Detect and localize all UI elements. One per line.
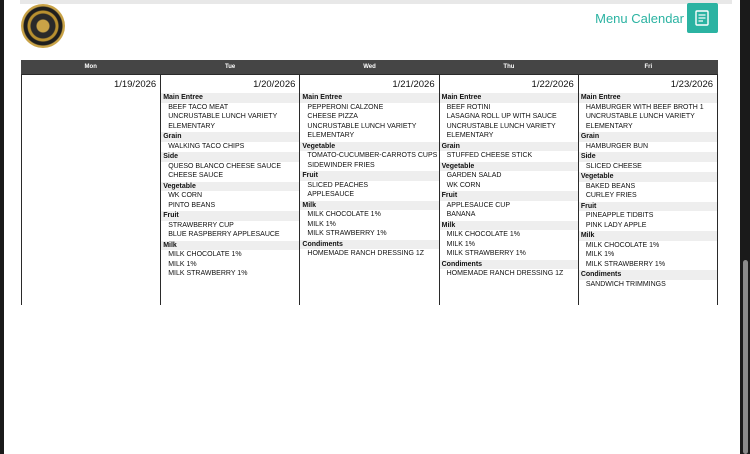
menu-item[interactable]: APPLESAUCE CUP [446, 201, 511, 209]
day-date: 1/20/2026 [253, 79, 296, 90]
menu-item[interactable]: MILK 1% [585, 251, 615, 258]
menu-item[interactable]: BEEF TACO MEAT [168, 103, 229, 111]
menu-category: Side [579, 152, 717, 162]
menu-item[interactable]: QUESO BLANCO CHEESE SAUCE CHEESE SAUCE [168, 162, 282, 179]
day-column [160, 75, 299, 305]
menu-item[interactable]: LASAGNA ROLL UP WITH SAUCE [446, 113, 557, 120]
page [4, 0, 740, 454]
menu-category: Fruit [300, 171, 438, 181]
menu-item[interactable]: HOMEMADE RANCH DRESSING 1Z [307, 250, 425, 257]
menu-item[interactable]: MILK STRAWBERRY 1% [307, 230, 387, 237]
weekday-header: Tue [224, 64, 236, 70]
menu-item[interactable]: STUFFED CHEESE STICK [446, 152, 533, 159]
weekday-header: Thu [503, 64, 515, 70]
menu-item[interactable]: GARDEN SALAD [446, 172, 502, 179]
menu-category: Milk [440, 221, 578, 231]
menu-item[interactable]: MILK 1% [307, 220, 336, 228]
menu-category: Grain [161, 132, 299, 142]
menu-category: Vegetable [161, 182, 299, 192]
menu-item[interactable]: MILK STRAWBERRY 1% [168, 270, 248, 277]
menu-item[interactable]: MILK 1% [168, 260, 197, 268]
menu-item[interactable]: PINEAPPLE TIDBITS [585, 212, 654, 219]
menu-category: Side [161, 152, 299, 162]
weekday-header: Mon [84, 64, 97, 70]
weekday-header: Fri [644, 64, 653, 70]
menu-item[interactable]: WALKING TACO CHIPS [168, 142, 245, 150]
weekday-header-row [21, 60, 718, 74]
menu-item[interactable]: SLICED CHEESE [585, 162, 642, 170]
school-logo-icon[interactable] [21, 4, 65, 48]
day-date: 1/22/2026 [531, 79, 574, 90]
menu-category: Vegetable [440, 162, 578, 172]
menu-item[interactable]: SIDEWINDER FRIES [307, 161, 375, 169]
menu-category: Fruit [579, 202, 717, 212]
menu-category: Vegetable [300, 142, 438, 152]
menu-category: Main Entree [161, 93, 299, 103]
menu-item[interactable]: STRAWBERRY CUP [168, 221, 234, 229]
menu-category: Main Entree [300, 93, 438, 103]
menu-item[interactable]: MILK CHOCOLATE 1% [168, 251, 242, 258]
menu-category: Vegetable [579, 172, 717, 182]
menu-item[interactable]: SLICED PEACHES [307, 181, 369, 189]
menu-item[interactable]: MILK CHOCOLATE 1% [585, 241, 660, 249]
menu-category: Milk [579, 231, 717, 241]
menu-item[interactable]: UNCRUSTABLE LUNCH VARIETY ELEMENTARY [168, 113, 278, 130]
menu-item[interactable]: APPLESAUCE [307, 191, 355, 198]
day-columns [21, 74, 718, 305]
menu-item[interactable]: HOMEMADE RANCH DRESSING 1Z [446, 270, 564, 277]
menu-category: Grain [440, 142, 578, 152]
menu-item[interactable]: HAMBURGER WITH BEEF BROTH 1 [585, 103, 704, 111]
weekday-header: Wed [363, 64, 376, 70]
menu-item[interactable]: BANANA [446, 211, 476, 218]
menu-item[interactable]: WK CORN [168, 192, 203, 199]
menu-category: Milk [161, 241, 299, 251]
menu-calendar-grid [21, 60, 718, 305]
day-date: 1/19/2026 [113, 79, 157, 90]
day-column [578, 75, 718, 305]
menu-category: Main Entree [440, 93, 578, 103]
day-column [299, 75, 438, 305]
document-icon [695, 10, 710, 26]
menu-item[interactable]: MILK CHOCOLATE 1% [446, 231, 520, 238]
menu-item[interactable]: BLUE RASPBERRY APPLESAUCE [168, 231, 280, 238]
menu-item[interactable]: MILK STRAWBERRY 1% [585, 260, 666, 268]
menu-calendar-label[interactable]: Menu Calendar [595, 11, 684, 26]
menu-item[interactable]: WK CORN [446, 181, 481, 189]
menu-category: Condiments [440, 260, 578, 270]
menu-category: Condiments [579, 270, 717, 280]
menu-item[interactable]: MILK 1% [446, 240, 476, 248]
menu-item[interactable]: CHEESE PIZZA [307, 113, 358, 120]
menu-item[interactable]: UNCRUSTABLE LUNCH VARIETY ELEMENTARY [585, 113, 695, 130]
menu-item[interactable]: SANDWICH TRIMMINGS [585, 280, 666, 288]
day-date: 1/21/2026 [392, 79, 435, 90]
menu-item[interactable]: PINK LADY APPLE [585, 221, 647, 229]
menu-item[interactable]: TOMATO-CUCUMBER-CARROTS CUPS [307, 152, 438, 159]
menu-item[interactable]: PINTO BEANS [168, 201, 216, 209]
menu-calendar-button[interactable] [687, 3, 718, 33]
menu-item[interactable]: UNCRUSTABLE LUNCH VARIETY ELEMENTARY [307, 122, 417, 139]
menu-category: Milk [300, 201, 438, 211]
menu-item[interactable]: CURLEY FRIES [585, 192, 637, 199]
day-date: 1/23/2026 [670, 79, 714, 90]
menu-item[interactable]: UNCRUSTABLE LUNCH VARIETY ELEMENTARY [446, 122, 556, 139]
page-scrollbar[interactable] [740, 0, 750, 454]
menu-category: Fruit [440, 191, 578, 201]
menu-category: Main Entree [579, 93, 717, 103]
menu-item[interactable]: MILK CHOCOLATE 1% [307, 211, 381, 218]
menu-item[interactable]: MILK STRAWBERRY 1% [446, 250, 526, 257]
day-column [21, 75, 160, 305]
menu-category: Grain [579, 132, 717, 142]
menu-item[interactable]: BEEF ROTINI [446, 103, 491, 111]
menu-category: Condiments [300, 240, 438, 250]
menu-item[interactable]: BAKED BEANS [585, 182, 636, 190]
menu-item[interactable]: HAMBURGER BUN [585, 142, 649, 150]
menu-item[interactable]: PEPPERONI CALZONE [307, 103, 384, 111]
menu-category: Fruit [161, 211, 299, 221]
scrollbar-thumb[interactable] [743, 260, 748, 454]
top-divider [20, 0, 732, 4]
day-column [439, 75, 578, 305]
